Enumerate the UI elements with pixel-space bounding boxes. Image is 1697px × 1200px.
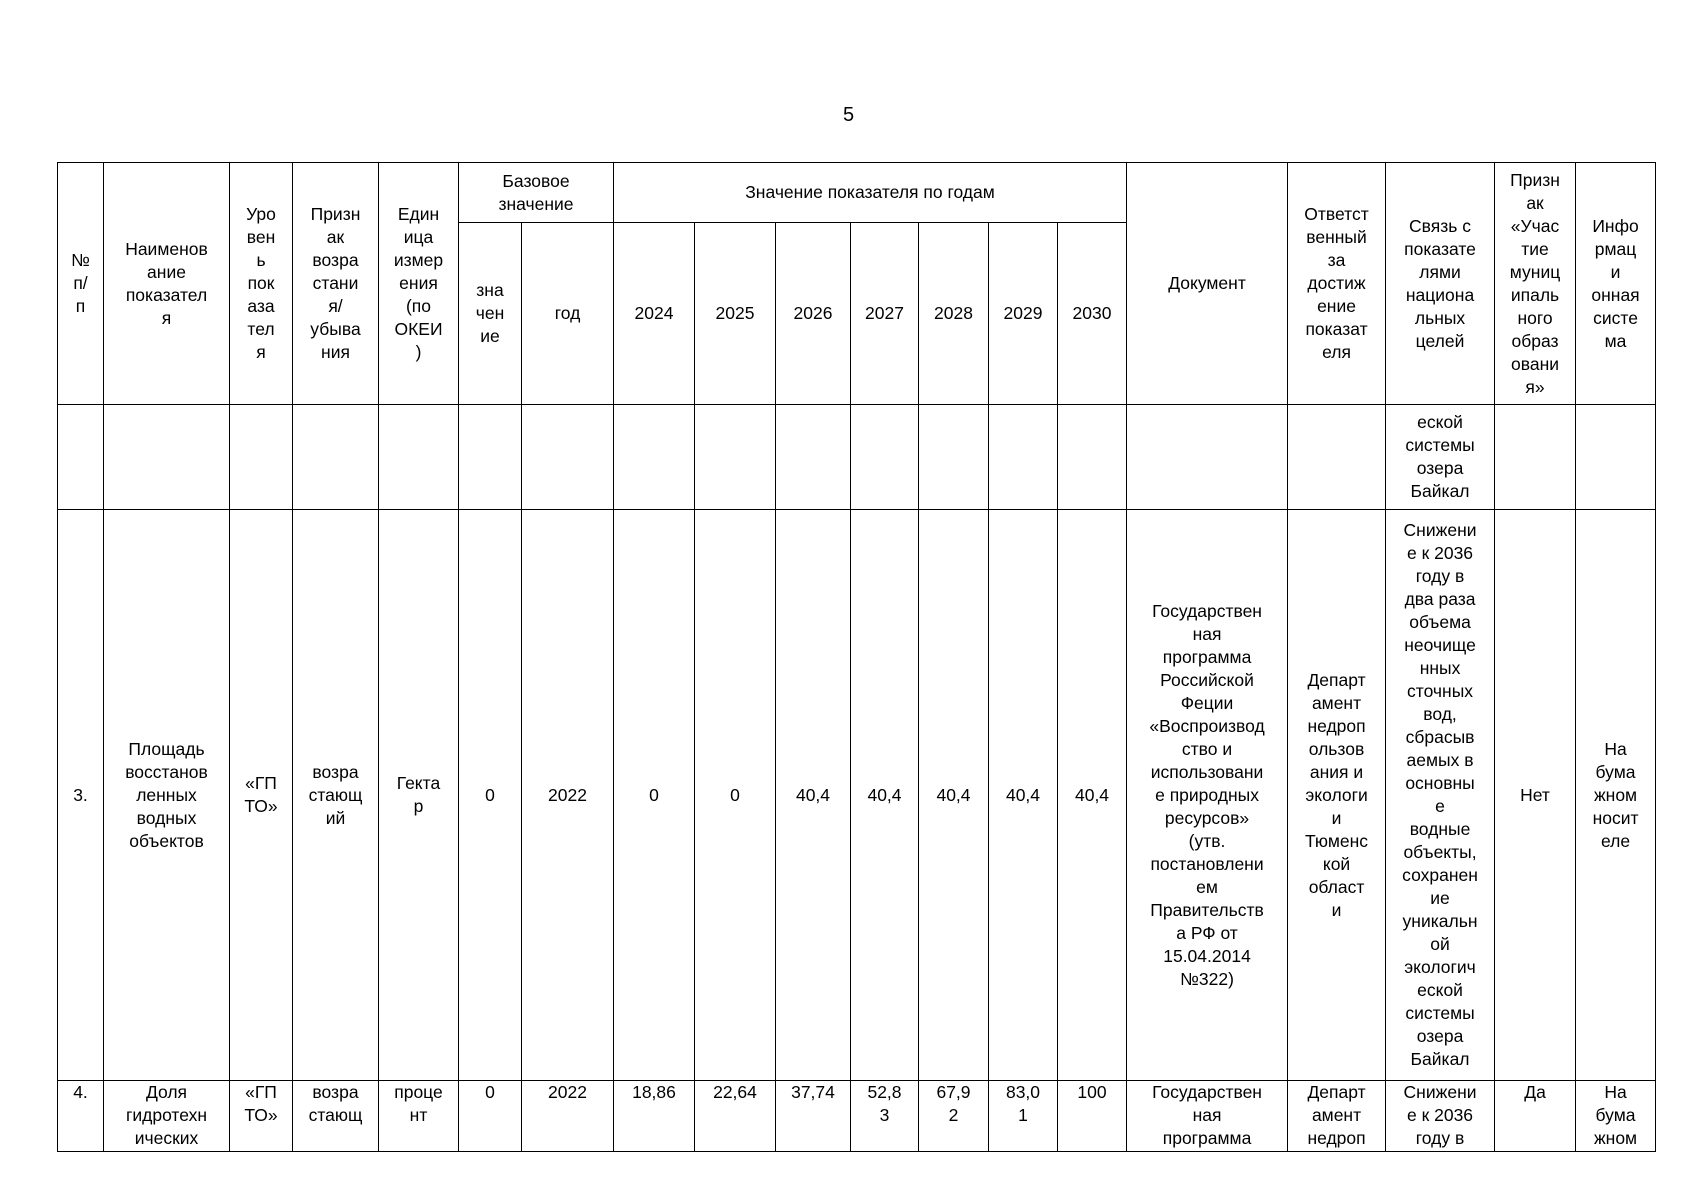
row-level: «ГП ТО» — [230, 1081, 293, 1152]
header-document: Документ — [1127, 163, 1288, 405]
row-infosystem: На бума жном носит еле — [1576, 510, 1656, 1081]
row-responsible: Департ амент недроп ользов ания и экологи и Тюменс кой област и — [1288, 510, 1386, 1081]
table-cell — [851, 405, 919, 510]
header-trend: Призн ак возра стани я/ убыва ния — [293, 163, 379, 405]
row-num: 4. — [58, 1081, 104, 1152]
row-infosystem: На бума жном — [1576, 1081, 1656, 1152]
header-year-2026: 2026 — [776, 223, 851, 405]
header-base-group: Базовое значение — [459, 163, 614, 223]
header-year-2028: 2028 — [919, 223, 989, 405]
table-cell — [614, 405, 695, 510]
row-trend: возра стающ ий — [293, 510, 379, 1081]
header-year-2029: 2029 — [989, 223, 1058, 405]
header-year-2030: 2030 — [1058, 223, 1127, 405]
header-num: № п/ п — [58, 163, 104, 405]
header-unit: Един ица измер ения (по ОКЕИ ) — [379, 163, 459, 405]
table-cell — [58, 405, 104, 510]
row-value-2025: 0 — [695, 510, 776, 1081]
table-cell — [459, 405, 522, 510]
table-cell — [1058, 405, 1127, 510]
header-municipal: Призн ак «Учас тие муниц ипаль ного образ овани я» — [1495, 163, 1576, 405]
row-link: Снижени е к 2036 году в два раза объема неочище нных сточных вод, сбрасыв аемых в основны е водные объекты, сохранен ие уникальн ой экологич еской системы озера Байкал — [1386, 510, 1495, 1081]
row-municipal: Нет — [1495, 510, 1576, 1081]
row-value-2028: 40,4 — [919, 510, 989, 1081]
table-cell — [293, 405, 379, 510]
row-base-year: 2022 — [522, 1081, 614, 1152]
row-unit: Гекта р — [379, 510, 459, 1081]
table-row-continuation — [58, 405, 1656, 510]
header-year-2024: 2024 — [614, 223, 695, 405]
row-value-2027: 52,8 3 — [851, 1081, 919, 1152]
row-value-2028: 67,9 2 — [919, 1081, 989, 1152]
header-responsible: Ответст венный за достиж ение показат еля — [1288, 163, 1386, 405]
table-cell — [1495, 405, 1576, 510]
row-value-2030: 100 — [1058, 1081, 1127, 1152]
row-trend: возра стающ — [293, 1081, 379, 1152]
table-row — [58, 1081, 1656, 1152]
row-base-year: 2022 — [522, 510, 614, 1081]
table-row — [58, 510, 1656, 1081]
row-base-value: 0 — [459, 1081, 522, 1152]
header-year-2027: 2027 — [851, 223, 919, 405]
row-responsible: Департ амент недроп — [1288, 1081, 1386, 1152]
row-value-2029: 83,0 1 — [989, 1081, 1058, 1152]
row-name: Доля гидротехн ических — [104, 1081, 230, 1152]
row-value-2025: 22,64 — [695, 1081, 776, 1152]
header-years-group: Значение показателя по годам — [614, 163, 1127, 223]
page-number: 5 — [842, 104, 855, 126]
header-level: Уро вен ь пок аза тел я — [230, 163, 293, 405]
indicators-table — [57, 162, 1656, 1152]
table-cell — [1576, 405, 1656, 510]
row-value-2024: 0 — [614, 510, 695, 1081]
table-cell — [379, 405, 459, 510]
row-value-2030: 40,4 — [1058, 510, 1127, 1081]
row-num: 3. — [58, 510, 104, 1081]
row-value-2027: 40,4 — [851, 510, 919, 1081]
table-cell — [522, 405, 614, 510]
table-cell — [230, 405, 293, 510]
table-cell — [989, 405, 1058, 510]
row-value-2026: 40,4 — [776, 510, 851, 1081]
table-cell — [1127, 405, 1288, 510]
row-value-2029: 40,4 — [989, 510, 1058, 1081]
row-base-value: 0 — [459, 510, 522, 1081]
row-value-2024: 18,86 — [614, 1081, 695, 1152]
header-base-year: год — [522, 223, 614, 405]
table-cell — [776, 405, 851, 510]
header-base-value: зна чен ие — [459, 223, 522, 405]
row-link: Снижени е к 2036 году в — [1386, 1081, 1495, 1152]
continuation-link-cell: еской системы озера Байкал — [1386, 405, 1495, 510]
table-cell — [1288, 405, 1386, 510]
row-level: «ГП ТО» — [230, 510, 293, 1081]
row-document: Государствен ная программа Российской Феции «Воспроизвод ство и использовани е природных ресурсов» (утв. постановлени ем Правительств а РФ от 15.04.2014 №322) — [1127, 510, 1288, 1081]
row-municipal: Да — [1495, 1081, 1576, 1152]
row-document: Государствен ная программа — [1127, 1081, 1288, 1152]
table-cell — [919, 405, 989, 510]
header-link: Связь с показате лями национа льных целей — [1386, 163, 1495, 405]
row-value-2026: 37,74 — [776, 1081, 851, 1152]
row-name: Площадь восстанов ленных водных объектов — [104, 510, 230, 1081]
header-infosystem: Инфо рмац и онная систе ма — [1576, 163, 1656, 405]
header-year-2025: 2025 — [695, 223, 776, 405]
row-unit: проце нт — [379, 1081, 459, 1152]
table-cell — [695, 405, 776, 510]
header-name: Наименов ание показател я — [104, 163, 230, 405]
table-cell — [104, 405, 230, 510]
